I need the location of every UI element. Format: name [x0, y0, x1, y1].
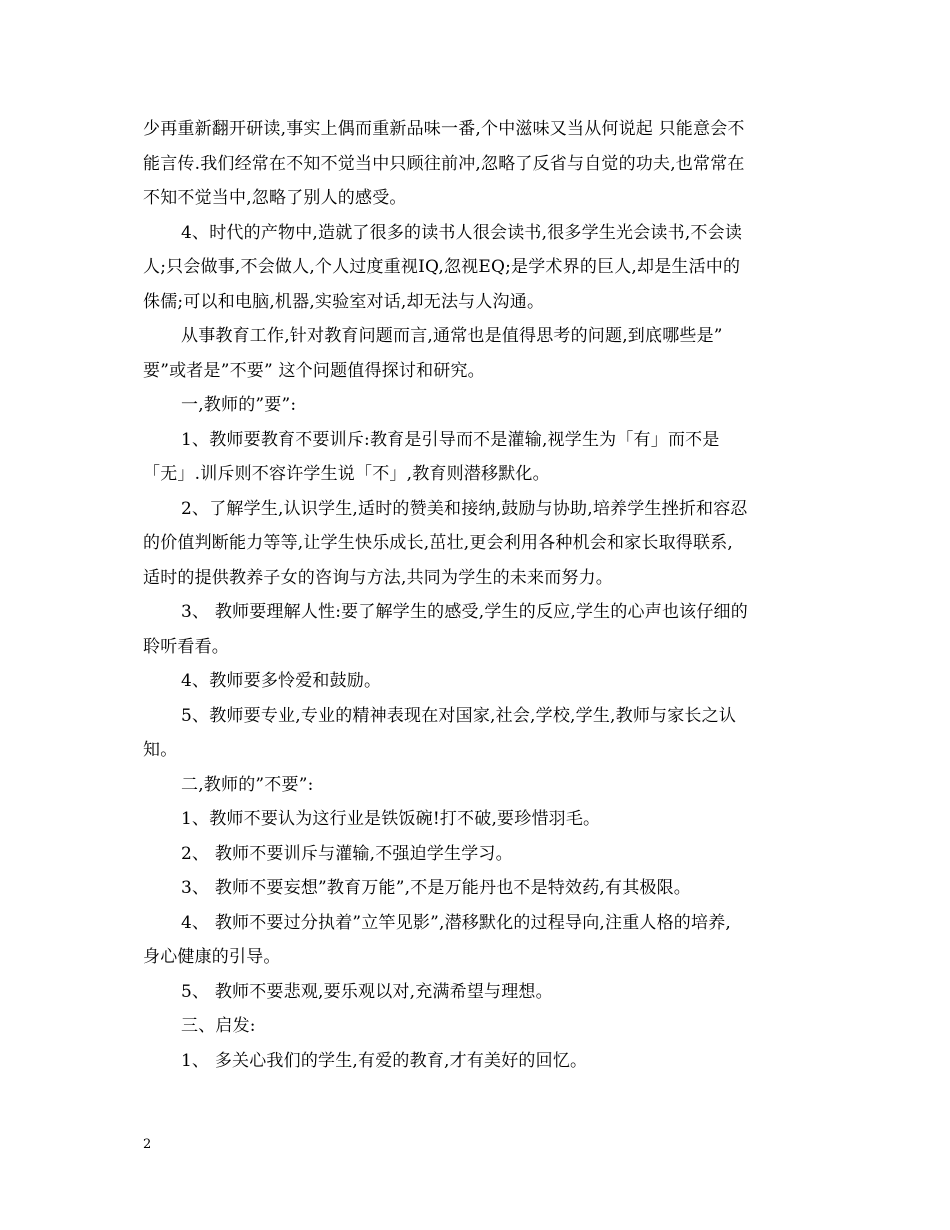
- text-line: 适时的提供教养子女的咨询与方法,共同为学生的未来而努力。: [143, 567, 614, 588]
- text-line: 人;只会做事,不会做人,个人过度重视IQ,忽视EQ;是学术界的巨人,却是生活中的: [143, 257, 741, 277]
- section-heading: 二,教师的”不要”:: [181, 774, 314, 795]
- text-line: 身心健康的引导。: [143, 947, 281, 967]
- section-heading: 一,教师的”要”:: [181, 395, 297, 415]
- text-line: 的价值判断能力等等,让学生快乐成长,茁壮,更会利用各种机会和家长取得联系,: [143, 533, 734, 553]
- text-line: 知。: [143, 740, 178, 760]
- text-line: 少再重新翻开研读,事实上偶而重新品味一番,个中滋味又当从何说起 只能意会不: [143, 119, 745, 139]
- page-number: 2: [143, 1137, 152, 1152]
- text-line: 聆听看看。: [143, 636, 229, 657]
- text-line: 4、 教师不要过分执着”立竿见影”,潜移默化的过程导向,注重人格的培养,: [181, 912, 732, 933]
- text-line: 要”或者是”不要” 这个问题值得探讨和研究。: [143, 360, 485, 381]
- text-line: 3、 教师不要妄想”教育万能”,不是万能丹也不是特效药,有其极限。: [181, 878, 692, 898]
- text-line: 不知不觉当中,忽略了别人的感受。: [143, 188, 407, 208]
- document-body: [143, 112, 809, 1078]
- text-line: 侏儒;可以和电脑,机器,实验室对话,却无法与人沟通。: [143, 291, 545, 312]
- text-line: 2、了解学生,认识学生,适时的赞美和接纳,鼓励与协助,培养学生挫折和容忍: [181, 498, 748, 519]
- text-line: 1、教师要教育不要训斥:教育是引导而不是灌输,视学生为「有」而不是: [181, 429, 720, 450]
- text-line: 5、教师要专业,专业的精神表现在对国家,社会,学校,学生,教师与家长之认: [181, 705, 737, 726]
- text-line: 从事教育工作,针对教育问题而言,通常也是值得思考的问题,到底哪些是”: [181, 326, 723, 346]
- text-line: 能言传.我们经常在不知不觉当中只顾往前冲,忽略了反省与自觉的功夫,也常常在: [143, 153, 745, 174]
- text-line: 4、时代的产物中,造就了很多的读书人很会读书,很多学生光会读书,不会读: [181, 222, 743, 243]
- text-line: 「无」.训斥则不容许学生说「不」,教育则潜移默化。: [143, 464, 550, 484]
- text-line: 2、 教师不要训斥与灌输,不强迫学生学习。: [181, 843, 513, 864]
- text-line: 4、教师要多怜爱和鼓励。: [181, 671, 382, 691]
- text-line: 1、教师不要认为这行业是铁饭碗!打不破,要珍惜羽毛。: [181, 809, 601, 829]
- section-heading: 三、启发:: [181, 1016, 256, 1036]
- text-line: 3、 教师要理解人性:要了解学生的感受,学生的反应,学生的心声也该仔细的: [181, 602, 748, 622]
- text-line: 1、 多关心我们的学生,有爱的教育,才有美好的回忆。: [181, 1050, 588, 1071]
- text-line: 5、 教师不要悲观,要乐观以对,充满希望与理想。: [181, 981, 553, 1002]
